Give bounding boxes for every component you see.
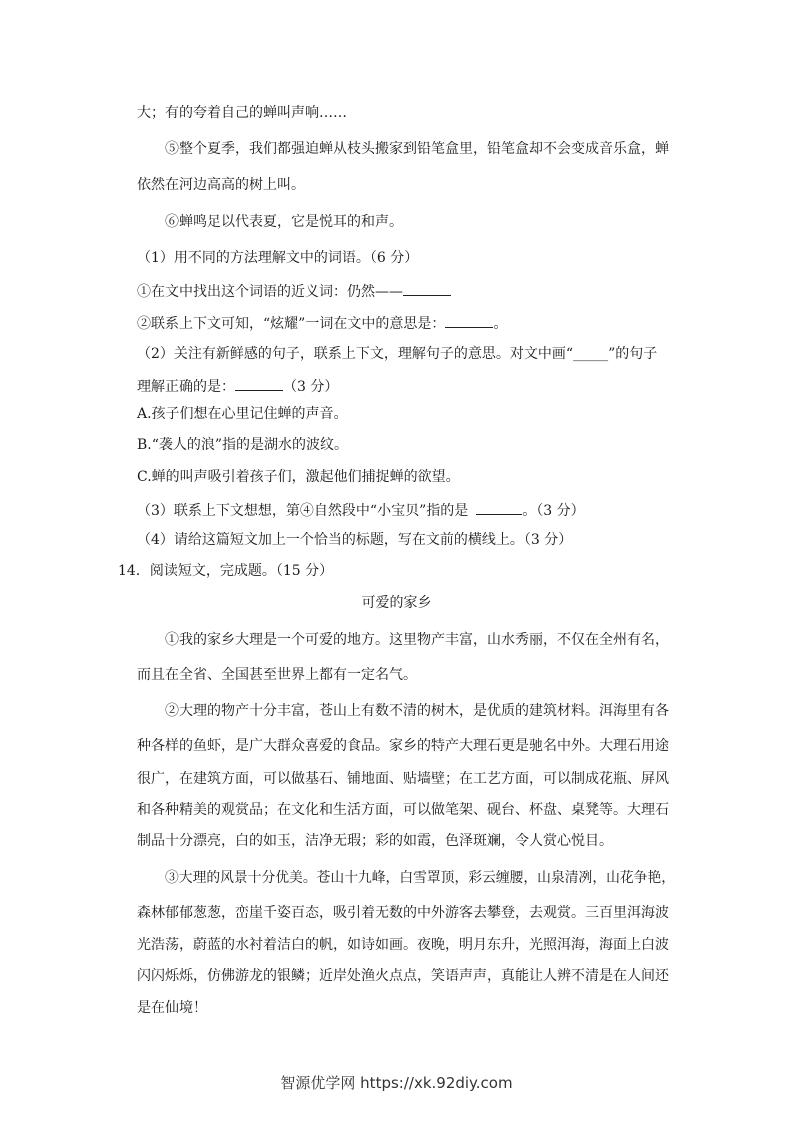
passage-line: 而且在全省、全国甚至世界上都有一定名气。 xyxy=(137,667,417,683)
answer-blank[interactable] xyxy=(445,313,493,328)
question-3 xyxy=(137,500,585,520)
question-text: 。 xyxy=(493,316,508,332)
passage-title: 可爱的家乡 xyxy=(361,595,432,611)
passage-line: 光浩荡，蔚蓝的水衬着洁白的帆，如诗如画。夜晚，明月东升，光照洱海，海面上白波 xyxy=(137,937,669,953)
question-2: （2）关注有新鲜感的句子，联系上下文，理解句子的意思。对文中画“_____”的句子 xyxy=(137,346,658,362)
passage-line: 闪闪烁烁，仿佛游龙的银鳞；近岸处渔火点点，笑语声声，真能让人辨不清是在人间还 xyxy=(137,968,669,984)
passage-line: 森林郁郁葱葱，峦崖千姿百态，吸引着无数的中外游客去攀登，去观赏。三百里洱海波 xyxy=(137,905,669,921)
footer-watermark: 智源优学网 https://xk.92diy.com xyxy=(280,1074,513,1092)
question-2-cont xyxy=(137,376,338,396)
passage-line: 制品十分漂亮，白的如玉，洁净无瑕；彩的如霞，色泽斑斓，令人赏心悦目。 xyxy=(137,833,613,849)
passage-line: ②大理的物产十分丰富，苍山上有数不清的树木，是优质的建筑材料。洱海里有各 xyxy=(165,703,669,719)
passage-line: 依然在河边高高的树上叫。 xyxy=(137,177,305,193)
question-text: 。（3 分） xyxy=(522,503,585,519)
question-text: （3 分） xyxy=(283,379,339,395)
passage-line: ③大理的风景十分优美。苍山十九峰，白雪罩顶，彩云缠腰，山泉清冽，山花争艳， xyxy=(165,870,676,886)
passage-line: 大；有的夸着自己的蝉叫声响…… xyxy=(137,105,347,121)
question-text: （3）联系上下文想想，第④自然段中“小宝贝”指的是 xyxy=(137,503,469,519)
question-text: 理解正确的是： xyxy=(137,379,235,395)
answer-blank[interactable] xyxy=(403,281,451,296)
option-a: A.孩子们想在心里记住蝉的声音。 xyxy=(137,406,348,422)
question-14: 14．阅读短文，完成题。（15 分） xyxy=(118,563,334,579)
question-1: （1）用不同的方法理解文中的词语。（6 分） xyxy=(137,250,419,266)
passage-line: 是在仙境！ xyxy=(137,1000,207,1016)
question-text: ②联系上下文可知，“炫耀”一词在文中的意思是： xyxy=(137,316,446,332)
passage-line: 和各种精美的观赏品；在文化和生活方面，可以做笔架、砚台、杯盘、桌凳等。大理石 xyxy=(137,802,669,818)
question-text: ①在文中找出这个词语的近义词：仍然—— xyxy=(137,284,403,300)
question-4: （4）请给这篇短文加上一个恰当的标题，写在文前的横线上。（3 分） xyxy=(137,532,573,548)
answer-blank[interactable] xyxy=(235,376,283,391)
option-c: C.蝉的叫声吸引着孩子们，激起他们捕捉蝉的欲望。 xyxy=(137,469,460,485)
passage-line: 很广，在建筑方面，可以做基石、铺地面、贴墙壁；在工艺方面，可以制成花瓶、屏风 xyxy=(137,771,669,787)
question-1-part-b xyxy=(137,313,507,333)
option-b: B.“袭人的浪”指的是湖水的波纹。 xyxy=(137,437,349,453)
question-1-part-a xyxy=(137,281,451,301)
passage-line: ⑤整个夏季，我们都强迫蝉从枝头搬家到铅笔盒里，铅笔盒却不会变成音乐盒，蝉 xyxy=(165,141,669,157)
passage-line: ①我的家乡大理是一个可爱的地方。这里物产丰富，山水秀丽，不仅在全州有名， xyxy=(165,632,669,648)
passage-line: 种各样的鱼虾，是广大群众喜爱的食品。家乡的特产大理石更是驰名中外。大理石用途 xyxy=(137,738,669,754)
answer-blank[interactable] xyxy=(476,500,522,515)
passage-line: ⑥蝉鸣足以代表夏，它是悦耳的和声。 xyxy=(165,214,403,230)
